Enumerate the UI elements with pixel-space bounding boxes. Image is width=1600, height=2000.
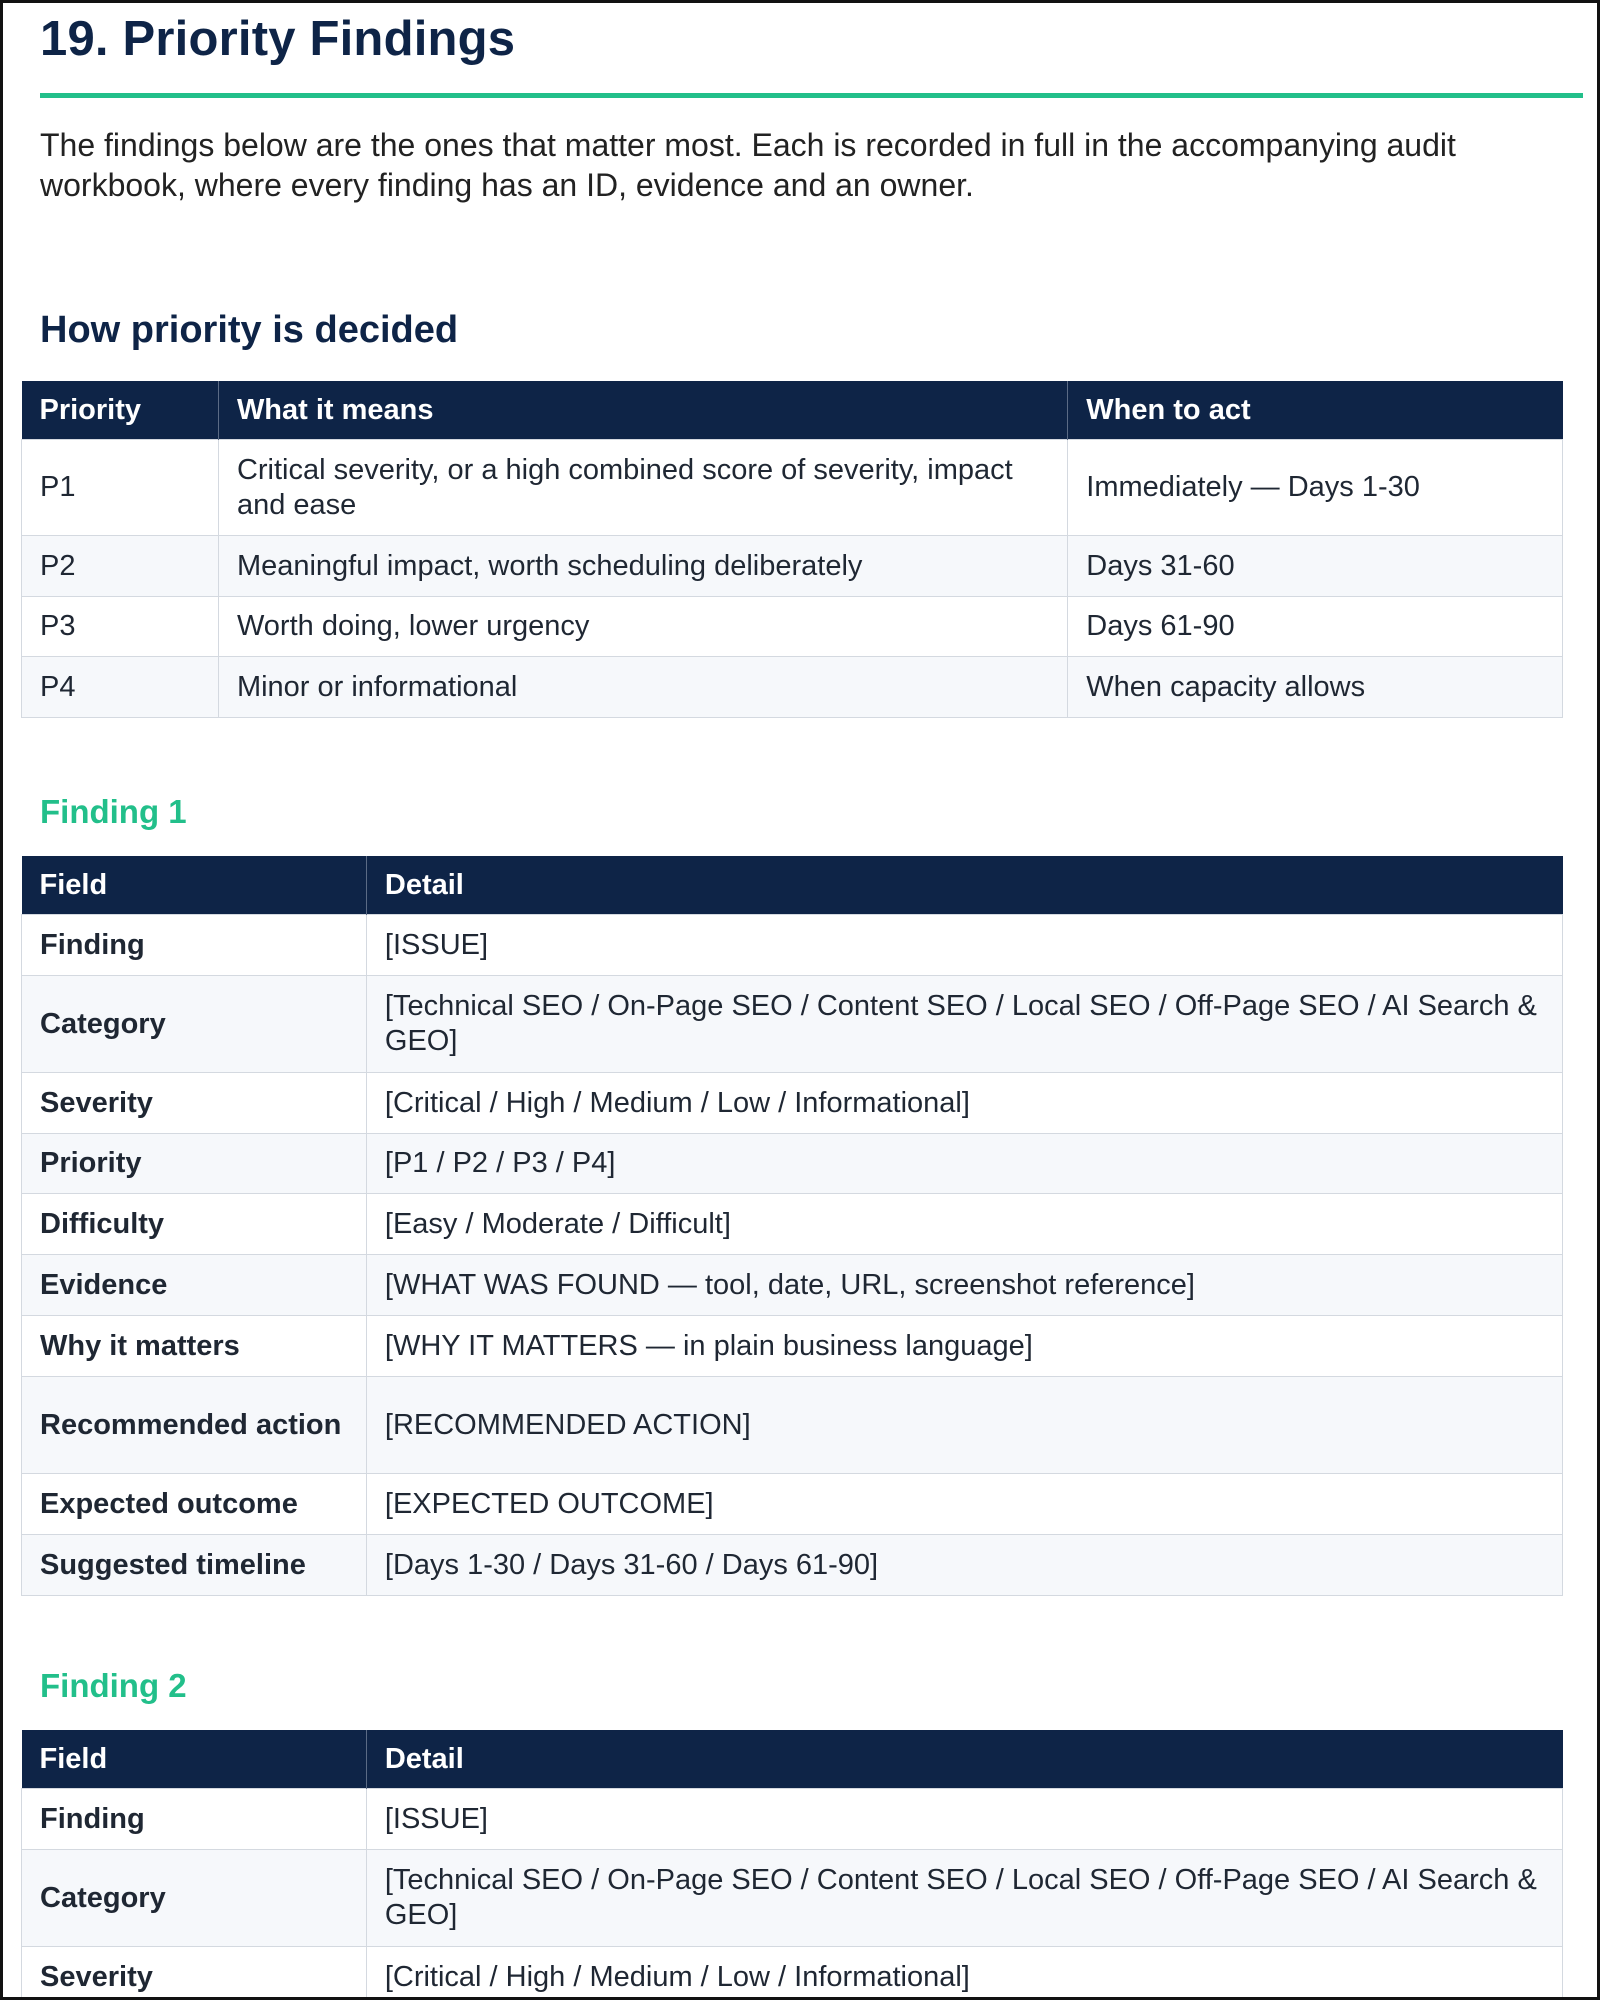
field-label: Suggested timeline <box>22 1535 367 1596</box>
field-label: Category <box>22 1850 367 1947</box>
priority-section-heading: How priority is decided <box>40 309 459 351</box>
finding-2-heading: Finding 2 <box>40 1667 187 1704</box>
table-row <box>22 1850 1563 1947</box>
finding-1-table <box>21 856 1563 1596</box>
priority-table-header-row <box>22 381 1563 440</box>
column-header: What it means <box>218 381 1067 440</box>
table-row <box>22 1316 1563 1377</box>
field-detail: [Technical SEO / On-Page SEO / Content SEO / Local SEO / Off-Page SEO / AI Search & GEO] <box>366 1850 1562 1947</box>
meaning-cell: Meaningful impact, worth scheduling deliberately <box>218 536 1067 597</box>
column-header: Detail <box>366 856 1562 915</box>
table-row <box>22 1947 1563 1998</box>
intro-paragraph: The findings below are the ones that matter most. Each is recorded in full in the accompanying audit workbook, where every finding has an ID, evidence and an owner. <box>40 127 1456 203</box>
field-label: Finding <box>22 1789 367 1850</box>
priority-cell: P4 <box>22 657 219 718</box>
field-detail: [Days 1-30 / Days 31-60 / Days 61-90] <box>366 1535 1562 1596</box>
priority-cell: P1 <box>22 440 219 536</box>
field-detail: [WHY IT MATTERS — in plain business language] <box>366 1316 1562 1377</box>
field-detail: [RECOMMENDED ACTION] <box>366 1377 1562 1474</box>
field-detail: [Easy / Moderate / Difficult] <box>366 1194 1562 1255</box>
field-label: Severity <box>22 1947 367 1998</box>
timing-cell: Days 61-90 <box>1068 597 1563 657</box>
table-row <box>22 440 1563 536</box>
timing-cell: Immediately — Days 1-30 <box>1068 440 1563 536</box>
field-label: Difficulty <box>22 1194 367 1255</box>
column-header: Field <box>22 1730 367 1789</box>
field-detail: [WHAT WAS FOUND — tool, date, URL, screenshot reference] <box>366 1255 1562 1316</box>
document-page <box>3 3 1597 1997</box>
column-header: When to act <box>1068 381 1563 440</box>
field-detail: [EXPECTED OUTCOME] <box>366 1474 1562 1535</box>
table-row <box>22 1134 1563 1194</box>
table-row <box>22 1474 1563 1535</box>
table-row <box>22 1255 1563 1316</box>
field-detail: [ISSUE] <box>366 1789 1562 1850</box>
priority-cell: P3 <box>22 597 219 657</box>
field-label: Severity <box>22 1073 367 1134</box>
meaning-cell: Critical severity, or a high combined score of severity, impact and ease <box>218 440 1067 536</box>
meaning-cell: Minor or informational <box>218 657 1067 718</box>
column-header: Detail <box>366 1730 1562 1789</box>
table-row <box>22 1535 1563 1596</box>
table-row <box>22 976 1563 1073</box>
field-detail: [Critical / High / Medium / Low / Informational] <box>366 1073 1562 1134</box>
timing-cell: Days 31-60 <box>1068 536 1563 597</box>
finding-table-header-row <box>22 1730 1563 1789</box>
table-row <box>22 1073 1563 1134</box>
table-row <box>22 657 1563 718</box>
finding-2-table <box>21 1730 1563 1997</box>
field-label: Finding <box>22 915 367 976</box>
table-row <box>22 1194 1563 1255</box>
finding-1-heading: Finding 1 <box>40 793 187 830</box>
column-header: Field <box>22 856 367 915</box>
field-label: Recommended action <box>22 1377 367 1474</box>
table-row <box>22 536 1563 597</box>
table-row <box>22 1377 1563 1474</box>
table-row <box>22 915 1563 976</box>
page-title: 19. Priority Findings <box>40 12 516 66</box>
field-detail: [P1 / P2 / P3 / P4] <box>366 1134 1562 1194</box>
timing-cell: When capacity allows <box>1068 657 1563 718</box>
field-label: Evidence <box>22 1255 367 1316</box>
field-label: Why it matters <box>22 1316 367 1377</box>
field-label: Priority <box>22 1134 367 1194</box>
column-header: Priority <box>22 381 219 440</box>
table-row <box>22 1789 1563 1850</box>
field-label: Expected outcome <box>22 1474 367 1535</box>
table-row <box>22 597 1563 657</box>
field-label: Category <box>22 976 367 1073</box>
priority-table <box>21 381 1563 718</box>
meaning-cell: Worth doing, lower urgency <box>218 597 1067 657</box>
title-divider <box>40 93 1583 98</box>
field-detail: [Technical SEO / On-Page SEO / Content SEO / Local SEO / Off-Page SEO / AI Search & GEO] <box>366 976 1562 1073</box>
finding-table-header-row <box>22 856 1563 915</box>
priority-cell: P2 <box>22 536 219 597</box>
field-detail: [Critical / High / Medium / Low / Informational] <box>366 1947 1562 1998</box>
field-detail: [ISSUE] <box>366 915 1562 976</box>
